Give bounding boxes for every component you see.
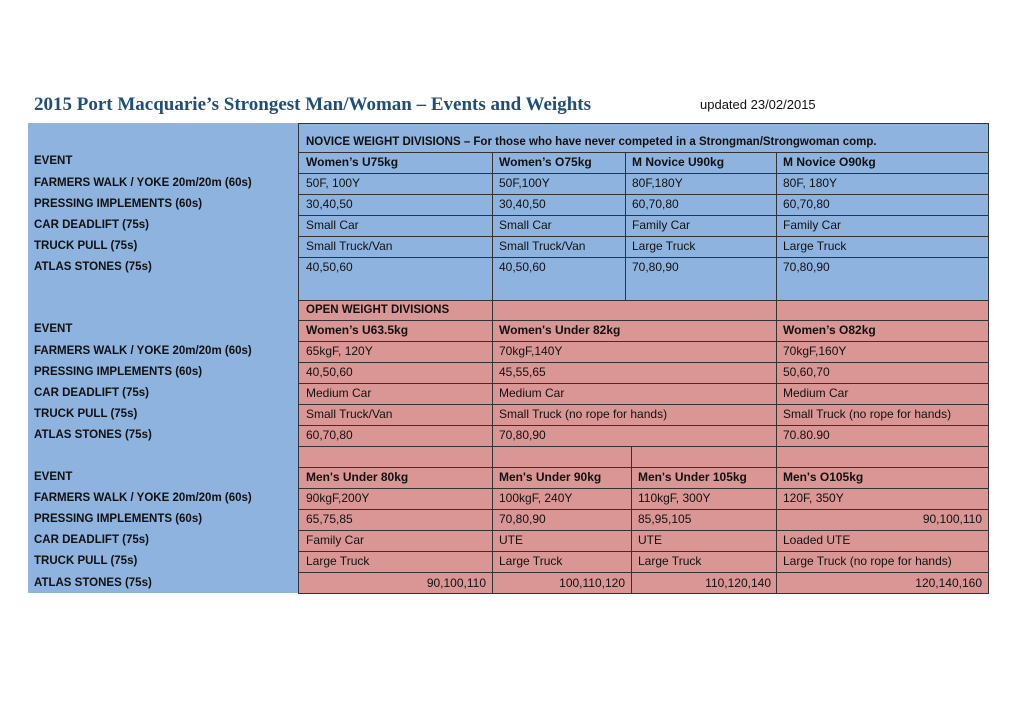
event-label: ATLAS STONES (75s) — [34, 261, 152, 273]
table-cell: Medium Car — [783, 386, 849, 400]
table-cell: 40,50,60 — [306, 260, 353, 274]
event-label: CAR DEADLIFT (75s) — [34, 534, 150, 546]
table-cell: 110,120,140 — [705, 576, 771, 590]
table-cell: 80F,180Y — [632, 176, 683, 190]
table-cell: Small Truck (no rope for hands) — [783, 407, 952, 421]
table-cell: 50F,100Y — [499, 176, 550, 190]
table-cell: 100,110,120 — [559, 576, 625, 590]
table-cell: 40,50,60 — [499, 260, 546, 274]
table-cell: 90,100,110 — [426, 576, 486, 590]
division-header: Men's Under 105kg — [638, 470, 747, 484]
event-label: TRUCK PULL (75s) — [34, 240, 138, 252]
table-cell: Large Truck — [632, 239, 696, 253]
table-cell: Small Truck/Van — [499, 239, 586, 253]
event-label: TRUCK PULL (75s) — [34, 555, 138, 567]
table-cell: Family Car — [783, 218, 842, 232]
event-label: FARMERS WALK / YOKE 20m/20m (60s) — [34, 177, 252, 189]
event-label: ATLAS STONES (75s) — [34, 577, 152, 589]
table-cell: Small Truck/Van — [306, 239, 393, 253]
table-cell: UTE — [638, 533, 662, 547]
event-label: CAR DEADLIFT (75s) — [34, 387, 150, 399]
division-header: Women’s U75kg — [306, 155, 399, 169]
table-cell: Small Car — [499, 218, 552, 232]
table-cell: Large Truck — [783, 239, 847, 253]
table-cell: 70,80,90 — [632, 260, 679, 274]
division-header: M Novice O90kg — [783, 155, 876, 169]
table-cell: Small Car — [306, 218, 359, 232]
division-header: Men's Under 80kg — [306, 470, 409, 484]
table-cell: Small Truck/Van — [306, 407, 393, 421]
table-cell: 65kgF, 120Y — [306, 344, 373, 358]
novice-heading: NOVICE WEIGHT DIVISIONS – For those who have never competed in a Strongman/Strongwoman comp. — [306, 136, 877, 148]
division-header: Men's Under 90kg — [499, 470, 602, 484]
table-cell: Large Truck — [306, 554, 370, 568]
event-label: PRESSING IMPLEMENTS (60s) — [34, 366, 203, 378]
table-cell: 60,70,80 — [783, 197, 830, 211]
table-cell: 100kgF, 240Y — [499, 491, 573, 505]
division-header: Women’s O75kg — [499, 155, 592, 169]
table-cell: Medium Car — [306, 386, 372, 400]
open-heading: OPEN WEIGHT DIVISIONS — [306, 304, 450, 316]
event-label: TRUCK PULL (75s) — [34, 408, 138, 420]
table-cell: 70kgF,140Y — [499, 344, 563, 358]
table-cell: 70kgF,160Y — [783, 344, 847, 358]
table-cell: 80F, 180Y — [783, 176, 838, 190]
table-cell: 45,55,65 — [499, 365, 546, 379]
table-cell: Family Car — [306, 533, 365, 547]
table-cell: 110kgF, 300Y — [638, 491, 711, 505]
table-cell: 50,60,70 — [783, 365, 830, 379]
division-header: Men's O105kg — [783, 470, 864, 484]
table-cell: 70,80,90 — [499, 428, 546, 442]
event-label: EVENT — [34, 323, 73, 335]
event-label: PRESSING IMPLEMENTS (60s) — [34, 198, 203, 210]
table-cell: 30,40,50 — [499, 197, 546, 211]
table-cell: 30,40,50 — [306, 197, 353, 211]
table-cell: 60,70,80 — [632, 197, 679, 211]
table-cell: 70,80,90 — [499, 512, 546, 526]
table-cell: 90,100,110 — [922, 512, 982, 526]
table-cell: UTE — [499, 533, 523, 547]
table-cell: Large Truck (no rope for hands) — [783, 554, 952, 568]
table-cell: 40,50,60 — [306, 365, 353, 379]
table-cell: Medium Car — [499, 386, 565, 400]
table-cell: Family Car — [632, 218, 691, 232]
event-label: ATLAS STONES (75s) — [34, 429, 152, 441]
page-title: 2015 Port Macquarie’s Strongest Man/Woman – Events and Weights — [34, 94, 591, 115]
division-header: M Novice U90kg — [632, 155, 725, 169]
table-cell: 120F, 350Y — [783, 491, 844, 505]
table-cell: 65,75,85 — [306, 512, 353, 526]
event-label: EVENT — [34, 155, 73, 167]
table-cell: 120,140,160 — [915, 576, 982, 590]
table-cell: 50F, 100Y — [306, 176, 361, 190]
division-header: Women's Under 82kg — [499, 323, 621, 337]
weights-table — [298, 123, 989, 594]
table-cell: Large Truck — [499, 554, 563, 568]
table-cell: Small Truck (no rope for hands) — [499, 407, 668, 421]
event-label: EVENT — [34, 471, 73, 483]
table-cell: Loaded UTE — [783, 533, 851, 547]
event-label: CAR DEADLIFT (75s) — [34, 219, 150, 231]
event-label: FARMERS WALK / YOKE 20m/20m (60s) — [34, 345, 252, 357]
table-cell: 85,95,105 — [638, 512, 692, 526]
table-cell: Large Truck — [638, 554, 702, 568]
event-label: PRESSING IMPLEMENTS (60s) — [34, 513, 203, 525]
table-cell: 60,70,80 — [306, 428, 353, 442]
updated-date: updated 23/02/2015 — [700, 97, 816, 112]
event-label: FARMERS WALK / YOKE 20m/20m (60s) — [34, 492, 252, 504]
division-header: Women’s O82kg — [783, 323, 876, 337]
table-cell: 70.80.90 — [783, 428, 830, 442]
division-header: Women’s U63.5kg — [306, 323, 409, 337]
table-cell: 90kgF,200Y — [306, 491, 370, 505]
table-cell: 70,80,90 — [783, 260, 830, 274]
